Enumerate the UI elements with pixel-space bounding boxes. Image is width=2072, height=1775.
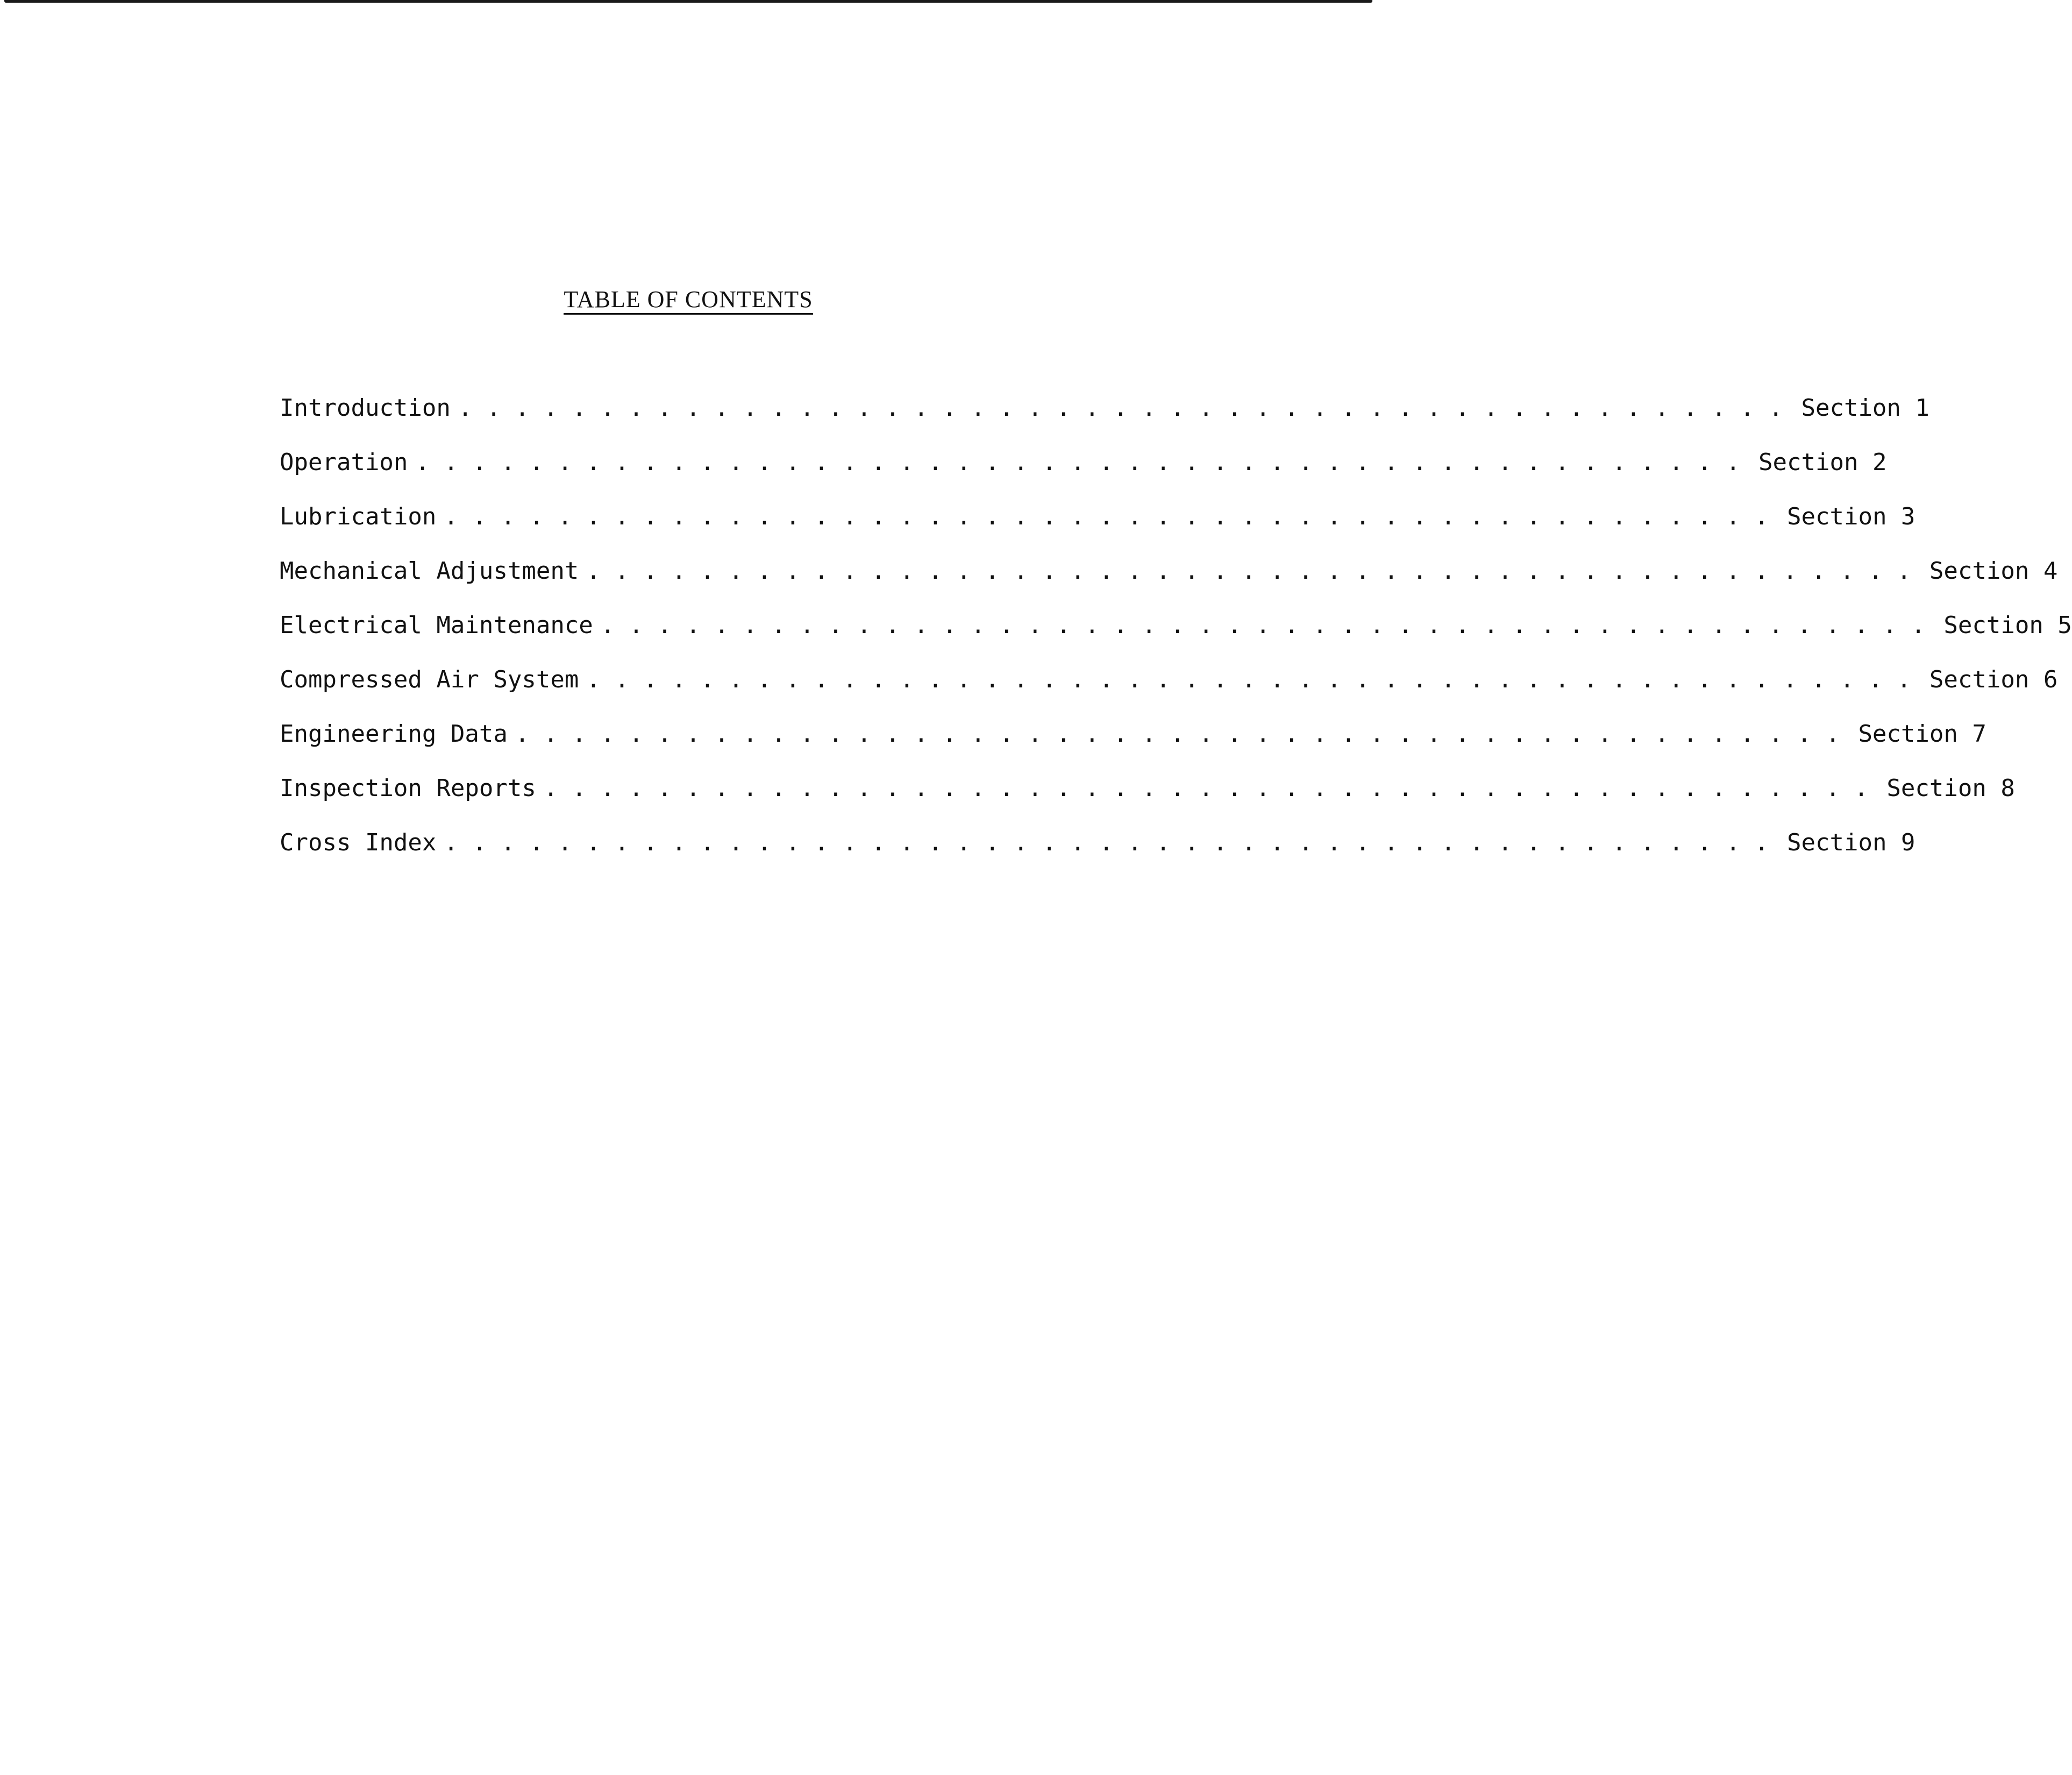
- toc-entry-section: Section 3: [1787, 503, 1916, 530]
- dot-leader: . . . . . . . . . . . . . . . . . . . . . . . . . . . . . . . . . . . . . . . . . . . . . . .: [458, 394, 1783, 422]
- toc-entry-label: Cross Index: [280, 829, 437, 856]
- toc-entry-label: Engineering Data: [280, 720, 508, 748]
- toc-entry-cross-index: [280, 828, 1916, 883]
- toc-entry-label: Inspection Reports: [280, 775, 536, 802]
- toc-entry-section: Section 5: [1943, 612, 2072, 639]
- toc-entry-label: Mechanical Adjustment: [280, 557, 579, 585]
- dot-leader: . . . . . . . . . . . . . . . . . . . . . . . . . . . . . . . . . . . . . . . . . . . . . . .: [444, 829, 1769, 856]
- toc-entry-section: Section 7: [1858, 720, 1986, 748]
- toc-entry-label: Compressed Air System: [280, 666, 579, 693]
- title-text: TABLE OF CONTENTS: [564, 286, 813, 315]
- toc-entry-label: Operation: [280, 449, 408, 476]
- toc-entry-introduction: [280, 394, 1929, 448]
- toc-entry-section: Section 9: [1787, 829, 1916, 856]
- toc-entry-section: Section 8: [1886, 775, 2015, 802]
- dot-leader: . . . . . . . . . . . . . . . . . . . . . . . . . . . . . . . . . . . . . . . . . . . . . . .: [600, 612, 1926, 639]
- toc-entry-section: Section 2: [1758, 449, 1887, 476]
- toc-entry-section: Section 4: [1929, 557, 2058, 585]
- toc-entry-operation: [280, 448, 1887, 502]
- toc-entry-label: Lubrication: [280, 503, 437, 530]
- toc-list: [280, 394, 2072, 883]
- dot-leader: . . . . . . . . . . . . . . . . . . . . . . . . . . . . . . . . . . . . . . . . . . . . . . .: [586, 666, 1911, 693]
- dot-leader: . . . . . . . . . . . . . . . . . . . . . . . . . . . . . . . . . . . . . . . . . . . . . . .: [515, 720, 1840, 748]
- toc-entry-compressed-air-system: [280, 665, 2058, 720]
- dot-leader: . . . . . . . . . . . . . . . . . . . . . . . . . . . . . . . . . . . . . . . . . . . . . . .: [586, 557, 1911, 585]
- dot-leader: . . . . . . . . . . . . . . . . . . . . . . . . . . . . . . . . . . . . . . . . . . . . . . .: [543, 775, 1869, 802]
- toc-entry-inspection-reports: [280, 774, 2015, 828]
- dot-leader: . . . . . . . . . . . . . . . . . . . . . . . . . . . . . . . . . . . . . . . . . . . . . . .: [444, 503, 1769, 530]
- toc-entry-engineering-data: [280, 720, 1986, 774]
- toc-entry-label: Electrical Maintenance: [280, 612, 593, 639]
- top-edge-rule: [4, 0, 1372, 3]
- toc-entry-section: Section 1: [1801, 394, 1929, 422]
- dot-leader: . . . . . . . . . . . . . . . . . . . . . . . . . . . . . . . . . . . . . . . . . . . . . . .: [415, 449, 1741, 476]
- toc-entry-lubrication: [280, 502, 1916, 557]
- toc-entry-section: Section 6: [1929, 666, 2058, 693]
- toc-entry-electrical-maintenance: [280, 611, 2072, 665]
- toc-entry-label: Introduction: [280, 394, 451, 422]
- toc-entry-mechanical-adjustment: [280, 557, 2058, 611]
- page-title: [0, 285, 1377, 314]
